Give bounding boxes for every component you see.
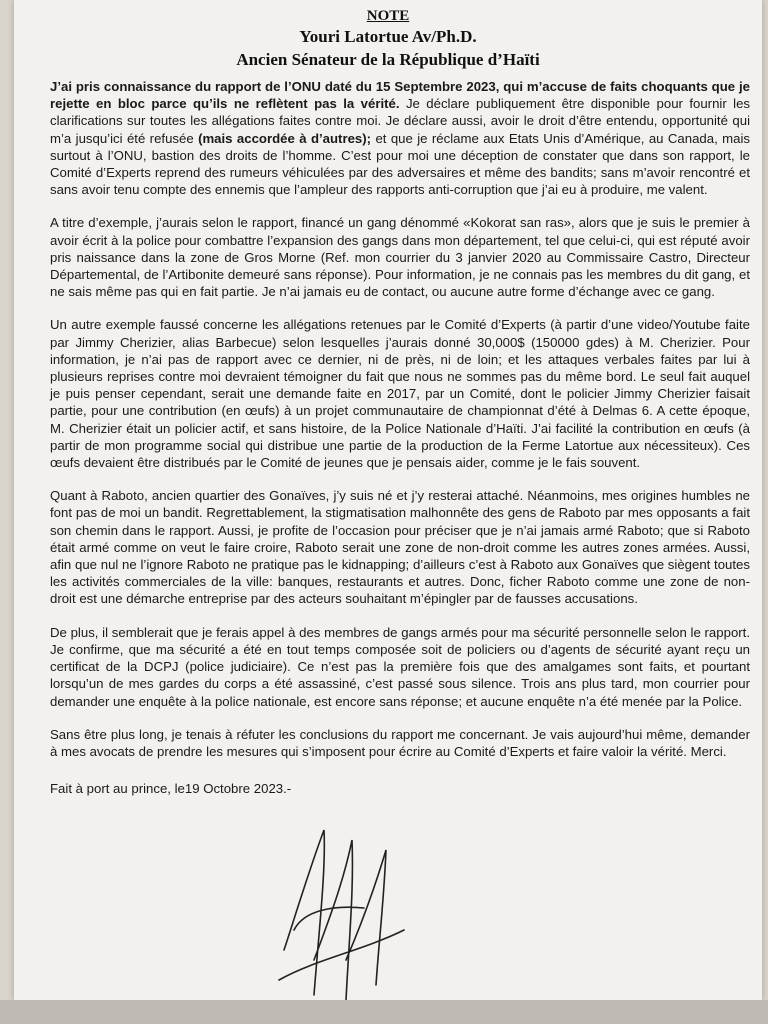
paragraph-1 (50, 78, 750, 198)
paragraph-1-bold-lead: J’ai pris connaissance du rapport de l’ONU daté du 15 Septembre 2023, qui m’accuse de faits choquants que je rejette en bloc parce qu’ils ne reflètent pas la vérité. (50, 79, 750, 112)
paragraph-4: Quant à Raboto, ancien quartier des Gonaïves, j’y suis né et j’y resterai attaché. Néanmoins, mes origines humbles ne font pas de moi un bandit. Regrettablement, la stigmatisation malhonnête des gens de Raboto par mes opposants a fait son chemin dans le rapport. Aussi, je profite de l’occasion pour préciser que je n’ai jamais armé Raboto; que si Raboto était armé comme on veut le faire croire, Raboto serait une zone de non-droit comme les autres zones armées. Aussi, afin que nul ne l’ignore Raboto ne pratique pas le kidnapping; d’ailleurs c’est à Raboto aux Gonaïves que siègent toutes les activités commerciales de la ville: banques, restaurants et autres. Donc, ficher Raboto comme une zone de non-droit est une démarche entreprise par des acteurs souhaitant m’épingler par de fausses accusations. (50, 488, 750, 607)
document-body (50, 78, 750, 797)
paragraph-1-bold-aside: (mais accordée à d’autres); (198, 130, 372, 146)
author-name: Youri Latortue Av/Ph.D. (299, 27, 477, 46)
paragraph-3: Un autre exemple faussé concerne les allégations retenues par le Comité d’Experts (à partir d’une video/Youtube faite par Jimmy Cherizier, alias Barbecue) selon lesquelles j’aurais donné 30,000$ (150000 gdes) à M. Cherizier. Pour information, je n’ai pas de rapport avec ce dernier, ni de près, ni de loin; et les attaques verbales faites par lui à plusieurs reprises contre moi devraient témoigner du fait que nous ne sommes pas du même bord. Le seul fait auquel je puis penser cependant, serait une demande faite en 2017, par un Comité, dont le policier Jimmy Cherizier faisait partie, pour une contribution (en œufs) à un projet communautaire de championnat d’été à Delmas 6. A cette époque, M. Cherizier était un policier actif, et sans histoire, de la Police Nationale d’Haïti. J’ai facilité la contribution en œufs (à partir de mon programme social qui distribue une partie de la production de la Ferme Latortue aux nécessiteux). Ces œufs devaient être distribués par le Comité de jeunes que je pensais aider, comme je le fais souvent. (50, 317, 750, 471)
paragraph-2: A titre d’exemple, j’aurais selon le rapport, financé un gang dénommé «Kokorat san ras», alors que je suis le premier à avoir écrit à la police pour combattre l’expansion des gangs dans mon département, tel que celui-ci, qui est réputé avoir pris naissance dans la zone de Gros Morne (Ref. mon courrier du 3 janvier 2020 au Commissaire Castro, Directeur Départemental, de l’Artibonite demeuré sans réponse). Pour information, je ne connais pas les membres du dit gang, et ne sais même pas qui en fait partie. Je n’ai jamais eu de contact, ou aucune autre forme d’échange avec ce gang. (50, 215, 750, 300)
note-title: NOTE (366, 8, 410, 24)
document-header (14, 0, 762, 70)
paragraph-5: De plus, il semblerait que je ferais appel à des membres de gangs armés pour ma sécurité personnelle selon le rapport. Je confirme, que ma sécurité a été en tout temps composée soit de policiers ou d’agents de sécurité ayant reçu un certificat de la DCPJ (police judiciaire). Ce n’est pas la première fois que des amalgames sont faits, et pourtant lorsqu’un de mes gardes du corps a été assassiné, c’est passé sous silence. Trois ans plus tard, mon courrier pour demander une enquête à la police nationale, est encore sans réponse; et aucune enquête n’a été menée par la Police. (50, 624, 750, 709)
paragraph-6: Sans être plus long, je tenais à réfuter les conclusions du rapport me concernant. Je vais aujourd’hui même, demander à mes avocats de prendre les mesures qui s’imposent pour écrire au Comité d’Experts et faire valoir la vérité. Merci. (50, 726, 750, 759)
desk-surface (0, 1000, 768, 1024)
handwritten-signature (264, 810, 414, 1000)
paragraph-1-text-b: et que je réclame aux Etats Unis d’Amérique, au Canada, mais surtout à l’ONU, bastion des droits de l’homme. C’est pour moi une déception de constater que dans son rapport, le Comité d’Experts reprend des rumeurs véhiculées par des adversaires et même des bandits; sans m’avoir rencontré et sans avoir tenu compte des ennemis que l’ampleur des rapports anti-corruption que j’ai eu à produire, me valent. (50, 130, 751, 198)
closing-line: Fait à port au prince, le19 Octobre 2023.- (50, 781, 292, 797)
author-affiliation: Ancien Sénateur de la République d’Haïti (236, 50, 540, 69)
document-page (14, 0, 762, 1000)
paragraph-1-text-a: Je déclare publiquement être disponible pour fournir les clarifications sur toutes les allégations faites contre moi. Je déclare aussi, avoir le droit d’être entendu, opportunité qui m’a jusqu’ici été refusée (50, 96, 751, 146)
